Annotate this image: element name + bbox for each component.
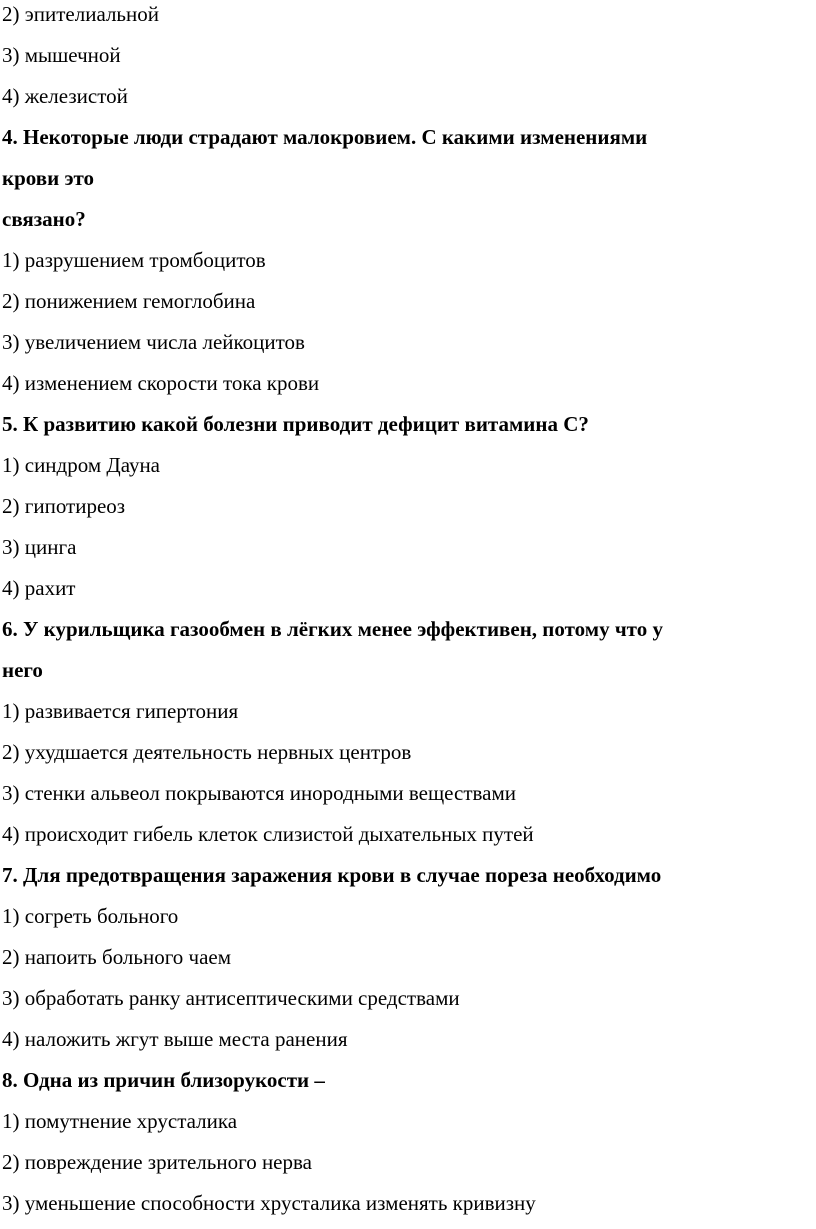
answer-option: 2) напоить больного чаем (2, 945, 232, 969)
answer-option: 2) гипотиреоз (2, 494, 126, 518)
question-text: 7. Для предотвращения заражения крови в случае пореза необходимо (2, 863, 662, 887)
answer-option: 1) согреть больного (2, 904, 179, 928)
answer-option: 3) увеличением числа лейкоцитов (2, 330, 305, 354)
question-text: него (2, 658, 43, 682)
answer-option: 1) разрушением тромбоцитов (2, 248, 266, 272)
answer-option: 4) изменением скорости тока крови (2, 371, 320, 395)
question-text: 5. К развитию какой болезни приводит дефицит витамина С? (2, 412, 589, 436)
answer-option: 3) мышечной (2, 43, 121, 67)
answer-option: 2) ухудшается деятельность нервных центров (2, 740, 412, 764)
answer-option: 4) железистой (2, 84, 128, 108)
answer-option: 4) наложить жгут выше места ранения (2, 1027, 348, 1051)
answer-option: 1) развивается гипертония (2, 699, 239, 723)
answer-option: 4) рахит (2, 576, 76, 600)
question-text: 8. Одна из причин близорукости – (2, 1068, 325, 1092)
answer-option: 2) эпителиальной (2, 2, 159, 26)
question-text: крови это (2, 166, 95, 190)
answer-option: 2) понижением гемоглобина (2, 289, 256, 313)
question-text: связано? (2, 207, 86, 231)
answer-option: 3) цинга (2, 535, 77, 559)
answer-option: 3) уменьшение способности хрусталика изменять кривизну (2, 1191, 536, 1215)
answer-option: 1) помутнение хрусталика (2, 1109, 238, 1133)
answer-option: 1) синдром Дауна (2, 453, 161, 477)
answer-option: 2) повреждение зрительного нерва (2, 1150, 312, 1174)
answer-option: 4) происходит гибель клеток слизистой дыхательных путей (2, 822, 534, 846)
question-text: 6. У курильщика газообмен в лёгких менее эффективен, потому что у (2, 617, 663, 641)
question-text: 4. Некоторые люди страдают малокровием. С какими изменениями (2, 125, 648, 149)
answer-option: 3) стенки альвеол покрываются инородными веществами (2, 781, 516, 805)
answer-option: 3) обработать ранку антисептическими средствами (2, 986, 460, 1010)
